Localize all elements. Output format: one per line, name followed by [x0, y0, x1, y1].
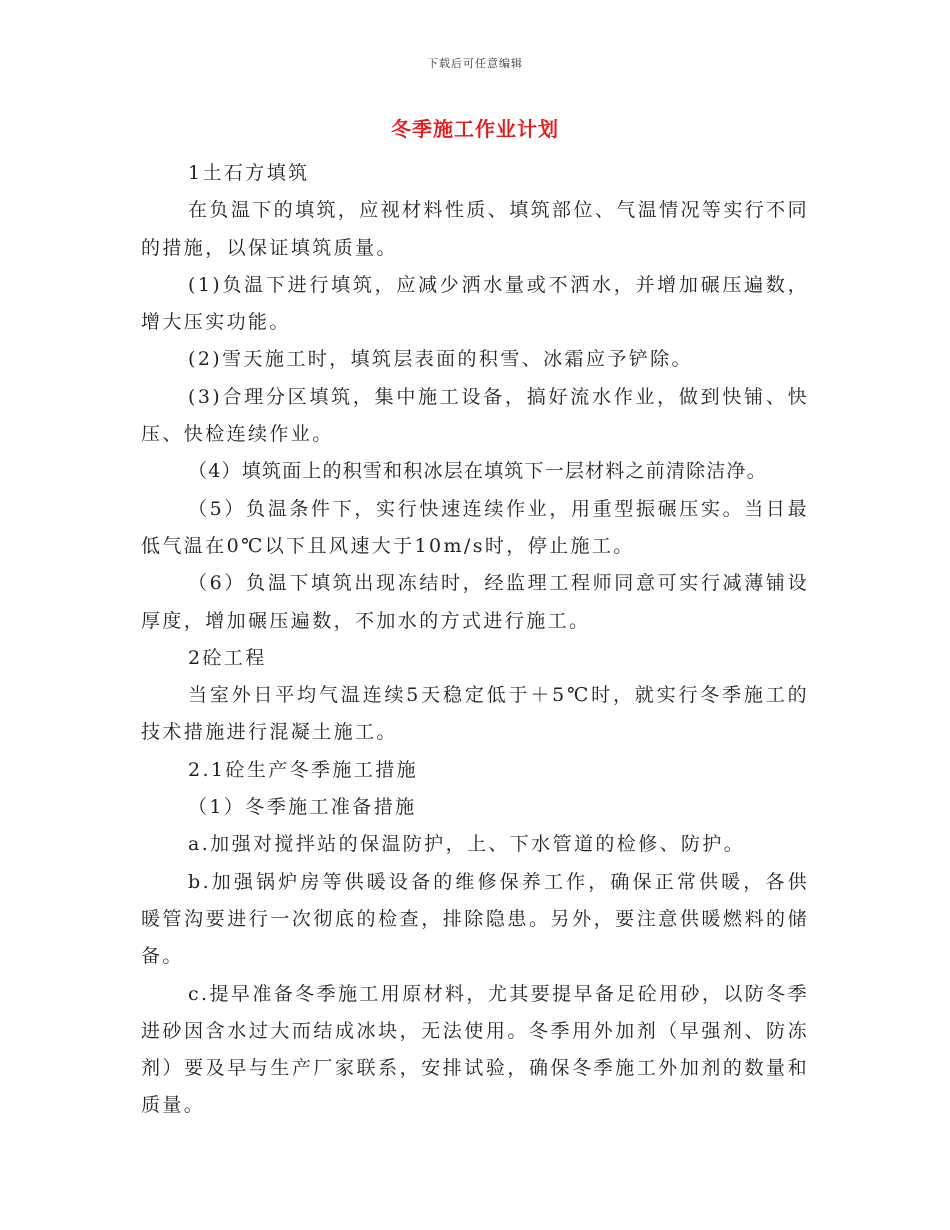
list-item: (2)雪天施工时，填筑层表面的积雪、冰霜应予铲除。 [188, 348, 693, 371]
paragraph: 在负温下的填筑，应视材料性质、填筑部位、气温情况等实行不同的措施，以保证填筑质量。 [141, 199, 809, 259]
list-item: c.提早准备冬季施工用原材料，尤其要提早备足砼用砂，以防冬季进砂因含水过大而结成冰块，无法使用。冬季用外加剂（早强剂、防冻剂）要及早与生产厂家联系，安排试验，确保冬季施工外加剂的数量和质量。 [141, 982, 809, 1117]
list-item: （5）负温条件下，实行快速连续作业，用重型振碾压实。当日最低气温在0℃以下且风速大于10m/s时，停止施工。 [141, 497, 809, 557]
list-item: (1)负温下进行填筑，应减少洒水量或不洒水，并增加碾压遍数，增大压实功能。 [141, 273, 809, 334]
list-item: (3)合理分区填筑，集中施工设备，搞好流水作业，做到快铺、快压、快检连续作业。 [141, 385, 809, 446]
header-note: 下载后可任意编辑 [427, 57, 523, 70]
paragraph: 当室外日平均气温连续5天稳定低于＋5℃时，就实行冬季施工的技术措施进行混凝土施工。 [141, 684, 809, 744]
list-item: b.加强锅炉房等供暖设备的维修保养工作，确保正常供暖，各供暖管沟要进行一次彻底的检查，排除隐患。另外，要注意供暖燃料的储备。 [141, 870, 809, 968]
list-item: （6）负温下填筑出现冻结时，经监理工程师同意可实行减薄铺设厚度，增加碾压遍数，不加水的方式进行施工。 [141, 572, 809, 632]
document-title: 冬季施工作业计划 [391, 117, 559, 141]
section-heading: 1土石方填筑 [188, 162, 310, 184]
list-item: a.加强对搅拌站的保温防护，上、下水管道的检修、防护。 [188, 833, 746, 856]
subsection-heading: （1）冬季施工准备措施 [188, 796, 417, 819]
section-heading: 2砼工程 [188, 646, 267, 669]
document-body [141, 155, 809, 1125]
subsection-heading: 2.1砼生产冬季施工措施 [188, 758, 419, 781]
list-item: （4）填筑面上的积雪和积冰层在填筑下一层材料之前清除洁净。 [188, 460, 767, 483]
